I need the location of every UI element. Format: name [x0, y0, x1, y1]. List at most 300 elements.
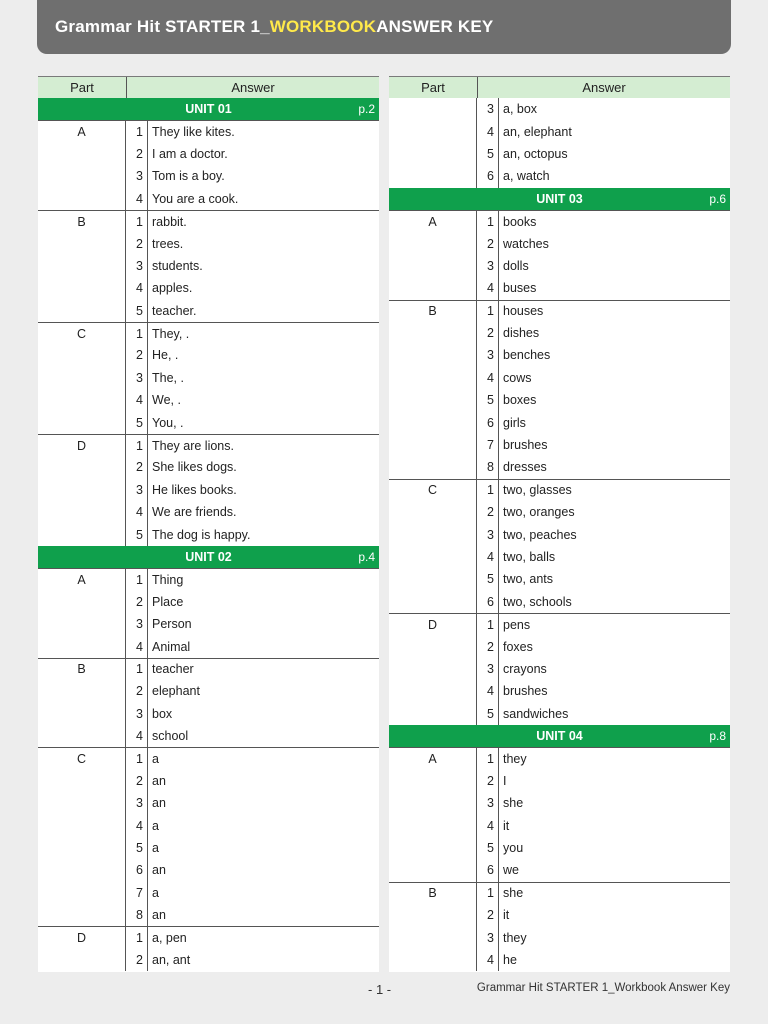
banner-title-post: ANSWER KEY — [376, 17, 494, 36]
number-cell: 4 — [126, 725, 148, 747]
table-row — [389, 591, 730, 613]
table-row — [38, 143, 379, 165]
number-cell: 1 — [477, 301, 499, 322]
answer-cell: a, watch — [503, 169, 550, 184]
number-cell: 5 — [126, 837, 148, 859]
answer-cell: two, balls — [503, 550, 556, 564]
part-cell: B — [389, 301, 477, 322]
answer-cell: two, glasses — [503, 483, 572, 498]
part-cell — [389, 389, 477, 411]
answer-cell: teacher — [152, 662, 194, 677]
number-cell: 6 — [126, 859, 148, 881]
part-cell — [38, 188, 126, 210]
answer-cell: rabbit. — [152, 214, 187, 229]
part-cell — [389, 770, 477, 792]
answer-cell: we — [503, 863, 519, 878]
number-cell: 4 — [126, 501, 148, 523]
table-row — [389, 680, 730, 702]
part-cell — [38, 255, 126, 277]
number-cell: 5 — [477, 703, 499, 725]
unit-page-ref: p.6 — [709, 191, 726, 206]
number-cell: 3 — [477, 926, 499, 948]
table-row — [389, 658, 730, 680]
answer-cell: Tom is a boy. — [152, 169, 225, 184]
answer-cell: dolls — [503, 258, 529, 273]
part-cell — [38, 635, 126, 657]
part-cell — [38, 859, 126, 881]
answer-cell: a, pen — [152, 931, 187, 946]
table-row — [389, 98, 730, 120]
number-cell: 4 — [477, 120, 499, 142]
part-cell — [38, 389, 126, 411]
part-cell — [38, 613, 126, 635]
table-row — [389, 367, 730, 389]
part-cell — [389, 232, 477, 254]
answer-cell: The, . — [152, 370, 184, 385]
part-cell — [38, 479, 126, 501]
answer-cell: dresses — [503, 460, 547, 475]
table-row — [389, 747, 730, 769]
number-cell: 2 — [477, 232, 499, 254]
number-cell: 2 — [477, 635, 499, 657]
part-cell — [38, 501, 126, 523]
part-cell — [38, 344, 126, 366]
answer-cell: teacher. — [152, 303, 197, 318]
table-row — [389, 165, 730, 187]
page-number: - 1 - — [368, 982, 392, 997]
answer-cell: Animal — [152, 639, 191, 654]
number-cell: 1 — [477, 883, 499, 904]
part-cell: D — [38, 435, 126, 456]
table-row — [389, 770, 730, 792]
table-row — [389, 210, 730, 232]
answer-cell: cows — [503, 370, 532, 385]
table-row — [38, 479, 379, 501]
number-cell: 8 — [477, 456, 499, 478]
answer-cell: brushes — [503, 684, 548, 699]
part-cell — [389, 949, 477, 971]
part-cell — [389, 143, 477, 165]
part-cell — [389, 255, 477, 277]
answer-cell: benches — [503, 348, 551, 363]
answer-cell: foxes — [503, 639, 533, 654]
part-cell — [389, 591, 477, 613]
number-cell: 3 — [477, 658, 499, 680]
number-cell: 1 — [126, 121, 148, 142]
part-cell — [38, 232, 126, 254]
table-row — [389, 882, 730, 904]
part-cell — [389, 456, 477, 478]
header-answer: Answer — [231, 80, 275, 95]
number-cell: 3 — [126, 703, 148, 725]
table-row — [389, 926, 730, 948]
table-row — [38, 926, 379, 948]
number-cell: 4 — [477, 546, 499, 568]
part-cell: A — [389, 748, 477, 769]
table-row — [389, 568, 730, 590]
answer-cell: She likes dogs. — [152, 460, 237, 475]
part-cell: B — [38, 211, 126, 232]
table-row — [389, 300, 730, 322]
table-row — [389, 703, 730, 725]
number-cell: 4 — [126, 815, 148, 837]
table-row — [389, 523, 730, 545]
number-cell: 5 — [477, 837, 499, 859]
table-row — [38, 568, 379, 590]
number-cell: 3 — [126, 255, 148, 277]
number-cell: 3 — [126, 165, 148, 187]
unit-title: UNIT 02 — [185, 550, 232, 564]
part-cell — [389, 859, 477, 881]
part-cell — [38, 277, 126, 299]
number-cell: 5 — [126, 523, 148, 545]
number-cell: 4 — [477, 949, 499, 971]
part-cell — [38, 143, 126, 165]
answer-cell: elephant — [152, 684, 200, 699]
unit-heading — [389, 725, 730, 747]
table-row — [389, 143, 730, 165]
number-cell: 2 — [126, 591, 148, 613]
unit-title: UNIT 01 — [185, 102, 232, 117]
number-cell: 2 — [477, 501, 499, 523]
unit-heading — [38, 546, 379, 568]
answer-cell: You are a cook. — [152, 191, 239, 206]
answer-cell: I am a doctor. — [152, 146, 228, 161]
table-row — [38, 434, 379, 456]
number-cell: 2 — [126, 232, 148, 254]
table-row — [38, 635, 379, 657]
part-cell — [389, 926, 477, 948]
table-row — [389, 344, 730, 366]
table-row — [38, 904, 379, 926]
answer-cell: dishes — [503, 326, 540, 341]
answer-cell: two, oranges — [503, 505, 575, 520]
part-cell: A — [389, 211, 477, 232]
part-cell — [389, 546, 477, 568]
unit-heading — [38, 98, 379, 120]
part-cell — [38, 591, 126, 613]
banner-title-pre: Grammar Hit STARTER 1_ — [55, 17, 270, 36]
answer-cell: an — [152, 796, 166, 811]
part-cell — [389, 165, 477, 187]
part-cell — [38, 949, 126, 971]
answer-cell: books — [503, 214, 537, 229]
unit-title: UNIT 04 — [536, 729, 583, 744]
table-row — [38, 232, 379, 254]
answer-cell: We are friends. — [152, 505, 237, 520]
answer-cell: he — [503, 953, 517, 968]
answer-cell: an, octopus — [503, 146, 568, 161]
number-cell: 1 — [126, 323, 148, 344]
part-cell — [389, 98, 477, 120]
part-cell — [389, 815, 477, 837]
part-cell — [389, 120, 477, 142]
answer-cell: a — [152, 841, 159, 856]
part-cell — [389, 411, 477, 433]
part-cell — [389, 568, 477, 590]
table-row — [389, 837, 730, 859]
table-row — [38, 792, 379, 814]
table-row — [389, 479, 730, 501]
table-row — [389, 815, 730, 837]
table-row — [389, 322, 730, 344]
table-row — [38, 120, 379, 142]
part-cell — [389, 322, 477, 344]
part-cell — [389, 680, 477, 702]
part-cell — [389, 501, 477, 523]
number-cell: 1 — [126, 435, 148, 456]
part-cell — [38, 456, 126, 478]
table-row — [38, 300, 379, 322]
number-cell: 4 — [477, 277, 499, 299]
table-header — [389, 76, 730, 98]
answer-cell: They, . — [152, 326, 190, 341]
answer-cell: she — [503, 886, 524, 901]
part-cell: C — [38, 323, 126, 344]
answer-cell: she — [503, 796, 524, 811]
table-row — [38, 591, 379, 613]
number-cell: 6 — [477, 591, 499, 613]
part-cell — [38, 725, 126, 747]
unit-page-ref: p.4 — [358, 549, 375, 564]
answer-cell: it — [503, 908, 510, 923]
answer-cell: students. — [152, 258, 203, 273]
part-cell: B — [389, 883, 477, 904]
answer-cell: a — [152, 752, 159, 767]
number-cell: 3 — [477, 523, 499, 545]
table-row — [389, 120, 730, 142]
part-cell — [38, 411, 126, 433]
answer-cell: two, peaches — [503, 527, 577, 542]
answer-cell: an, elephant — [503, 124, 572, 139]
part-cell — [389, 658, 477, 680]
table-row — [38, 770, 379, 792]
answer-cell: an — [152, 773, 166, 788]
number-cell: 1 — [126, 748, 148, 769]
number-cell: 2 — [126, 344, 148, 366]
part-cell — [389, 703, 477, 725]
table-row — [389, 546, 730, 568]
number-cell: 3 — [126, 479, 148, 501]
answer-cell: girls — [503, 415, 526, 430]
table-row — [389, 411, 730, 433]
part-cell — [38, 904, 126, 926]
answer-cell: box — [152, 706, 173, 721]
number-cell: 2 — [477, 770, 499, 792]
table-row — [38, 389, 379, 411]
unit-title: UNIT 03 — [536, 191, 583, 206]
part-cell — [38, 882, 126, 904]
answer-cell: trees. — [152, 236, 184, 251]
number-cell: 4 — [477, 815, 499, 837]
table-row — [389, 859, 730, 881]
unit-page-ref: p.2 — [358, 102, 375, 116]
table-row — [38, 949, 379, 971]
answer-cell: We, . — [152, 393, 181, 408]
table-row — [38, 523, 379, 545]
number-cell: 4 — [126, 389, 148, 411]
answer-cell: a, box — [503, 102, 538, 117]
table-row — [389, 949, 730, 971]
answer-cell: buses — [503, 281, 537, 296]
number-cell: 4 — [126, 277, 148, 299]
part-cell — [389, 635, 477, 657]
table-header — [38, 76, 379, 98]
part-cell — [389, 837, 477, 859]
part-cell — [389, 277, 477, 299]
table-row — [389, 792, 730, 814]
answer-cell: a — [152, 818, 159, 833]
answer-cell: boxes — [503, 393, 537, 408]
number-cell: 3 — [477, 792, 499, 814]
answer-cell: they — [503, 752, 527, 767]
answer-cell: an, ant — [152, 953, 191, 968]
answer-cell: school — [152, 729, 189, 744]
answer-table-left — [38, 76, 379, 972]
answer-cell: Place — [152, 594, 184, 609]
table-row — [389, 613, 730, 635]
part-cell — [38, 815, 126, 837]
answer-cell: an — [152, 908, 166, 923]
number-cell: 1 — [126, 927, 148, 948]
table-row — [38, 680, 379, 702]
number-cell: 5 — [126, 300, 148, 322]
page-banner — [37, 0, 731, 54]
number-cell: 1 — [477, 748, 499, 769]
part-cell: B — [38, 659, 126, 680]
answer-cell: sandwiches — [503, 706, 569, 721]
answer-cell: it — [503, 818, 510, 833]
table-row — [389, 232, 730, 254]
number-cell: 2 — [477, 322, 499, 344]
table-row — [389, 904, 730, 926]
number-cell: 4 — [477, 367, 499, 389]
number-cell: 6 — [477, 859, 499, 881]
table-row — [38, 456, 379, 478]
number-cell: 2 — [126, 143, 148, 165]
part-cell: A — [38, 121, 126, 142]
number-cell: 2 — [126, 949, 148, 971]
table-row — [389, 501, 730, 523]
number-cell: 1 — [126, 659, 148, 680]
number-cell: 2 — [126, 770, 148, 792]
table-row — [38, 859, 379, 881]
answer-cell: two, ants — [503, 572, 554, 587]
number-cell: 1 — [477, 614, 499, 635]
table-row — [38, 210, 379, 232]
answer-cell: you — [503, 841, 524, 856]
number-cell: 2 — [126, 456, 148, 478]
answer-cell: You, . — [152, 415, 184, 430]
table-row — [38, 613, 379, 635]
header-answer: Answer — [582, 80, 626, 95]
answer-table-right — [389, 76, 730, 972]
table-row — [38, 344, 379, 366]
number-cell: 1 — [477, 480, 499, 501]
number-cell: 5 — [477, 143, 499, 165]
part-cell — [389, 344, 477, 366]
part-cell: C — [389, 480, 477, 501]
number-cell: 6 — [477, 411, 499, 433]
table-row — [389, 635, 730, 657]
answer-cell: Person — [152, 617, 192, 632]
part-cell — [38, 792, 126, 814]
number-cell: 4 — [126, 188, 148, 210]
number-cell: 4 — [126, 635, 148, 657]
answer-cell: they — [503, 930, 527, 945]
answer-cell: brushes — [503, 438, 548, 453]
part-cell — [38, 523, 126, 545]
table-row — [38, 658, 379, 680]
table-row — [38, 837, 379, 859]
part-cell — [38, 770, 126, 792]
number-cell: 7 — [477, 434, 499, 456]
part-cell — [38, 165, 126, 187]
number-cell: 2 — [126, 680, 148, 702]
number-cell: 1 — [126, 569, 148, 590]
part-cell — [38, 300, 126, 322]
answer-cell: crayons — [503, 661, 547, 676]
answer-cell: He likes books. — [152, 482, 237, 497]
table-row — [38, 277, 379, 299]
answer-cell: They are lions. — [152, 438, 234, 453]
number-cell: 5 — [477, 568, 499, 590]
answer-cell: a — [152, 885, 159, 900]
table-row — [389, 434, 730, 456]
number-cell: 3 — [126, 367, 148, 389]
unit-heading — [389, 188, 730, 210]
part-cell: D — [38, 927, 126, 948]
number-cell: 3 — [477, 344, 499, 366]
number-cell: 1 — [477, 211, 499, 232]
number-cell: 3 — [477, 255, 499, 277]
part-cell: D — [389, 614, 477, 635]
answer-cell: The dog is happy. — [152, 527, 251, 542]
table-row — [38, 165, 379, 187]
table-row — [38, 322, 379, 344]
table-row — [38, 747, 379, 769]
part-cell — [38, 680, 126, 702]
part-cell — [38, 837, 126, 859]
table-row — [38, 703, 379, 725]
header-part: Part — [389, 77, 478, 98]
answer-cell: He, . — [152, 348, 179, 363]
number-cell: 8 — [126, 904, 148, 926]
table-row — [389, 277, 730, 299]
table-row — [389, 389, 730, 411]
footer-title: Grammar Hit STARTER 1_Workbook Answer Key — [476, 982, 730, 994]
part-cell — [389, 367, 477, 389]
answer-cell: two, schools — [503, 594, 572, 609]
number-cell: 2 — [477, 904, 499, 926]
number-cell: 3 — [126, 792, 148, 814]
table-row — [38, 367, 379, 389]
answer-cell: watches — [503, 236, 549, 251]
number-cell: 3 — [477, 98, 499, 120]
part-cell — [389, 523, 477, 545]
part-cell — [389, 434, 477, 456]
answer-cell: apples. — [152, 281, 193, 296]
answer-cell: Thing — [152, 572, 184, 587]
answer-cell: pens — [503, 617, 531, 632]
answer-cell: I — [503, 773, 507, 788]
number-cell: 4 — [477, 680, 499, 702]
table-row — [38, 815, 379, 837]
number-cell: 5 — [126, 411, 148, 433]
answer-cell: an — [152, 863, 166, 878]
part-cell — [38, 703, 126, 725]
number-cell: 1 — [126, 211, 148, 232]
